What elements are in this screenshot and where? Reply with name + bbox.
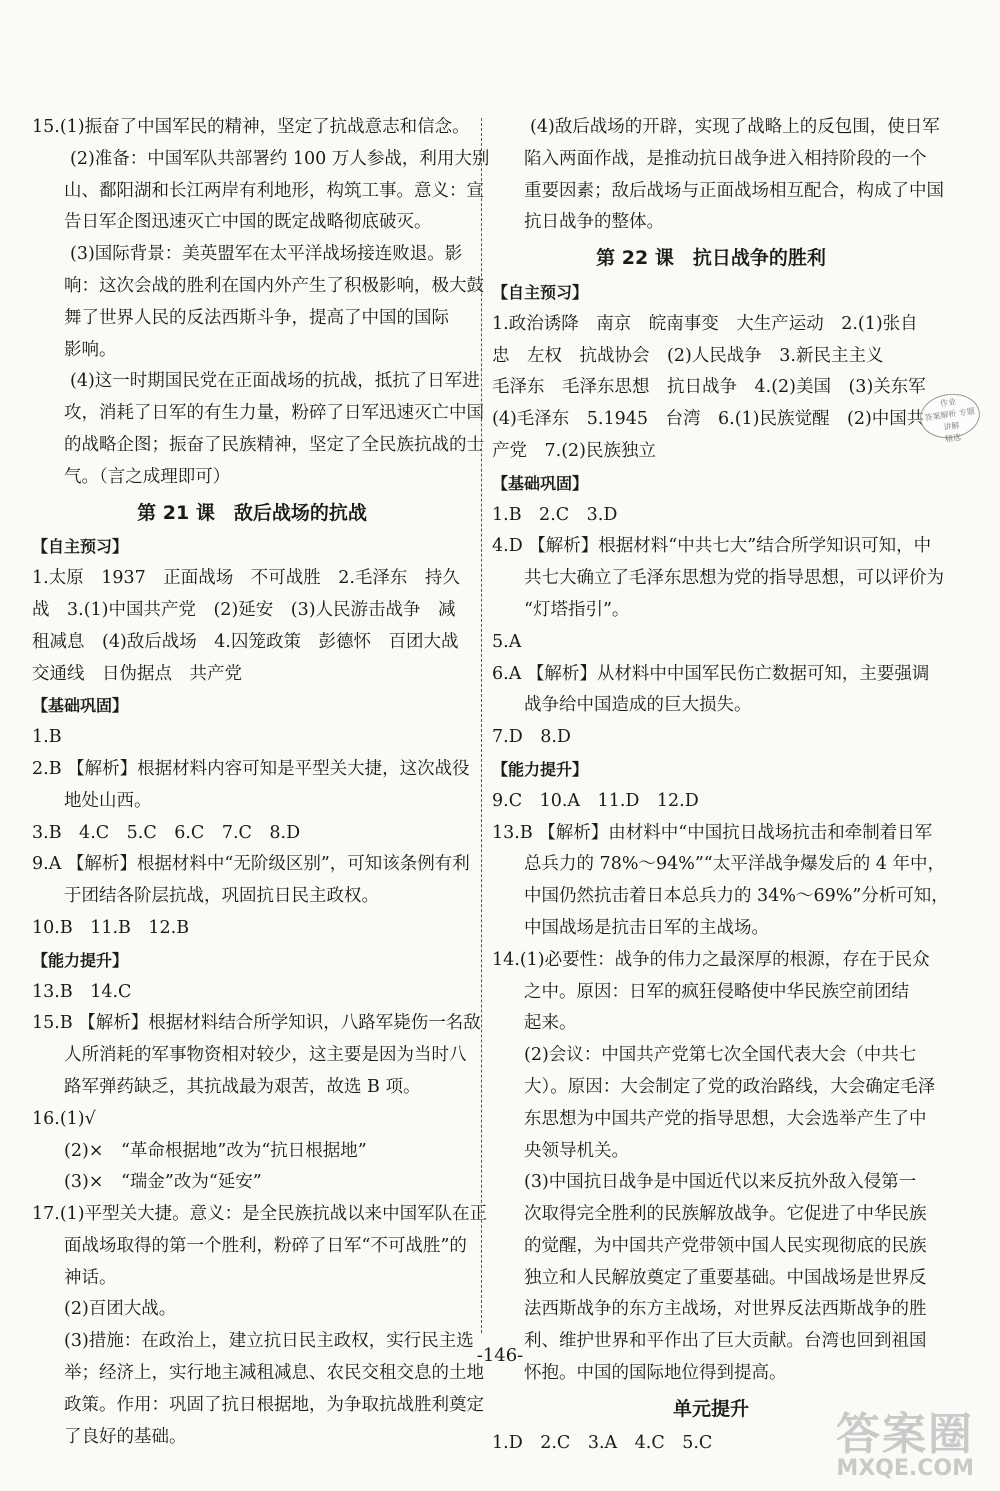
stamp-line-3: 精选 bbox=[944, 432, 962, 444]
answer-line: 1.D 2.C 3.A 4.C 5.C bbox=[492, 1432, 713, 1453]
answer-line: (4)敌后战场的开辟，实现了战略上的反包围，使日军 bbox=[530, 117, 940, 137]
left-column bbox=[32, 112, 490, 1453]
section-heading: 【自主预习】 bbox=[492, 282, 589, 302]
answer-line: 产党 7.(2)民族独立 bbox=[492, 440, 656, 461]
answer-line: 忠 左权 抗战协会 (2)人民战争 3.新民主主义 bbox=[492, 345, 884, 366]
answer-line: 法西斯战争的东方主战场，对世界反法西斯战争的胜 bbox=[524, 1299, 927, 1320]
answer-line: 起来。 bbox=[524, 1013, 577, 1034]
section-heading: 【基础巩固】 bbox=[492, 473, 589, 493]
answer-line: 交通线 日伪据点 共产党 bbox=[32, 663, 242, 684]
answer-line: 地处山西。 bbox=[64, 790, 152, 811]
answer-line: 陷入两面作战，是推动抗日战争进入相持阶段的一个 bbox=[524, 148, 927, 169]
answer-line: (2)× “革命根据地”改为“抗日根据地” bbox=[64, 1140, 367, 1161]
answer-line: 10.B 11.B 12.B bbox=[32, 917, 190, 938]
answer-line: 15.(1)振奋了中国军民的精神，坚定了抗战意志和信念。 bbox=[32, 117, 470, 137]
answer-line: (3)× “瑞金”改为“延安” bbox=[64, 1172, 262, 1193]
answer-line: 面战场取得的第一个胜利，粉碎了日军“不可战胜”的 bbox=[64, 1235, 467, 1256]
answer-line: 中国仍然抗击着日本总兵力的 34%～69%”分析可知， bbox=[524, 886, 949, 907]
answer-line: 2.B 【解析】根据材料内容可知是平型关大捷，这次战役 bbox=[32, 758, 470, 779]
answer-line: 1.政治诱降 南京 皖南事变 大生产运动 2.(1)张自 bbox=[492, 313, 918, 334]
section-heading: 【基础巩固】 bbox=[32, 696, 129, 716]
answer-line: 神话。 bbox=[64, 1267, 117, 1288]
answer-line: 路军弹药缺乏，其抗战最为艰苦，故选 B 项。 bbox=[64, 1076, 421, 1097]
answer-line: 人所消耗的军事物资相对较少，这主要是因为当时八 bbox=[64, 1045, 467, 1066]
answer-line: 9.C 10.A 11.D 12.D bbox=[492, 790, 699, 811]
answer-line: 次取得完全胜利的民族解放战争。它促进了中华民族 bbox=[524, 1204, 927, 1225]
answer-line: 舞了世界人民的反法西斯斗争，提高了中国的国际 bbox=[64, 307, 449, 328]
answer-line: 政策。作用：巩固了抗日根据地，为争取抗战胜利奠定 bbox=[64, 1394, 484, 1415]
answer-line: 于团结各阶层抗战，巩固抗日民主政权。 bbox=[64, 886, 379, 907]
answer-line: 共七大确立了毛泽东思想为党的指导思想，可以评价为 bbox=[524, 568, 944, 589]
answer-line: 3.B 4.C 5.C 6.C 7.C 8.D bbox=[32, 822, 301, 843]
answer-line: 气。（言之成理即可） bbox=[64, 466, 231, 487]
column-divider bbox=[481, 118, 482, 1333]
stamp-line-1: 作业 bbox=[939, 397, 957, 409]
answer-line: (3)措施：在政治上，建立抗日民主政权，实行民主选 bbox=[64, 1331, 474, 1352]
answer-line: 16.(1)√ bbox=[32, 1108, 96, 1129]
answer-line: 独立和人民解放奠定了重要基础。中国战场是世界反 bbox=[524, 1267, 927, 1288]
answer-line: 15.B 【解析】根据材料结合所学知识，八路军毙伤一名敌 bbox=[32, 1013, 481, 1034]
page-number: -146- bbox=[476, 1345, 524, 1366]
answer-line: 抗日战争的整体。 bbox=[524, 212, 664, 233]
answer-line: 重要因素；敌后战场与正面战场相互配合，构成了中国 bbox=[524, 180, 944, 201]
answer-line: 7.D 8.D bbox=[492, 727, 571, 748]
answer-line: (4)毛泽东 5.1945 台湾 6.(1)民族觉醒 (2)中国共 bbox=[492, 409, 925, 430]
lesson-title: 第 22 课 抗日战争的胜利 bbox=[596, 247, 826, 270]
section-heading: 【自主预习】 bbox=[32, 537, 129, 557]
answer-line: (4)这一时期国民党在正面战场的抗战，抵抗了日军进 bbox=[70, 371, 480, 392]
answer-line: (2)准备：中国军队共部署约 100 万人参战，利用大别 bbox=[70, 148, 490, 169]
answer-line: 17.(1)平型关大捷。意义：是全民族抗战以来中国军队在正 bbox=[32, 1204, 488, 1225]
answer-line: 租减息 (4)敌后战场 4.囚笼政策 彭德怀 百团大战 bbox=[32, 631, 459, 652]
answer-line: (3)中国抗日战争是中国近代以来反抗外敌入侵第一 bbox=[524, 1172, 917, 1193]
watermark-logo bbox=[724, 1398, 974, 1488]
answer-line: 13.B 【解析】由材料中“中国抗日战场抗击和牵制着日军 bbox=[492, 822, 933, 843]
answer-line: 6.A 【解析】从材料中中国军民伤亡数据可知，主要强调 bbox=[492, 663, 930, 684]
answer-line: 东思想为中国共产党的指导思想，大会选举产生了中 bbox=[524, 1108, 927, 1129]
answer-line: 1.B bbox=[32, 727, 62, 748]
answer-line: 之中。原因：日军的疯狂侵略使中华民族空前团结 bbox=[524, 981, 909, 1002]
answer-line: 央领导机关。 bbox=[524, 1140, 629, 1161]
answer-line: 响：这次会战的胜利在国内外产生了积极影响，极大鼓 bbox=[64, 275, 484, 296]
answer-line: 14.(1)必要性：战争的伟力之最深厚的根源，存在于民众 bbox=[492, 949, 930, 970]
answer-line: 5.A bbox=[492, 631, 522, 652]
section-heading: 【能力提升】 bbox=[32, 950, 129, 970]
answer-line: (2)百团大战。 bbox=[64, 1299, 177, 1320]
answer-line: 中国战场是抗击日军的主战场。 bbox=[524, 917, 769, 938]
answer-line: 的觉醒，为中国共产党带领中国人民实现彻底的民族 bbox=[524, 1235, 927, 1256]
answer-line: 战 3.(1)中国共产党 (2)延安 (3)人民游击战争 减 bbox=[32, 599, 456, 620]
answer-line: 山、鄱阳湖和长江两岸有利地形，构筑工事。意义：宣 bbox=[64, 180, 484, 201]
answer-line: (3)国际背景：美英盟军在太平洋战场接连败退。影 bbox=[70, 244, 463, 265]
answer-line: 1.B 2.C 3.D bbox=[492, 504, 618, 525]
answer-line: 利、维护世界和平作出了巨大贡献。台湾也回到祖国 bbox=[524, 1331, 927, 1352]
answer-line: 影响。 bbox=[64, 339, 117, 360]
lesson-title: 第 21 课 敌后战场的抗战 bbox=[137, 501, 367, 524]
answer-line: 13.B 14.C bbox=[32, 981, 132, 1002]
answer-line: 大）。原因：大会制定了党的政治路线，大会确定毛泽 bbox=[524, 1076, 936, 1097]
answer-line: 举；经济上，实行地主减租减息、农民交租交息的土地 bbox=[64, 1363, 484, 1384]
answer-line: 毛泽东 毛泽东思想 抗日战争 4.(2)美国 (3)关东军 bbox=[492, 377, 926, 398]
answer-line: 告日军企图迅速灭亡中国的既定战略彻底破灭。 bbox=[64, 212, 432, 233]
stamp-line-2: 答案解析 专题讲解 bbox=[924, 406, 976, 432]
answer-line: 总兵力的 78%～94%”“太平洋战争爆发后的 4 年中， bbox=[524, 854, 946, 875]
lesson-title: 单元提升 bbox=[672, 1397, 749, 1420]
answer-line: 战争给中国造成的巨大损失。 bbox=[524, 695, 752, 716]
answer-line: 的战略企图；振奋了民族精神，坚定了全民族抗战的士 bbox=[64, 434, 484, 455]
answer-line: “灯塔指引”。 bbox=[524, 599, 630, 620]
watermark-top: 答案圈 bbox=[836, 1409, 974, 1460]
answer-line: 4.D 【解析】根据材料“中共七大”结合所学知识可知，中 bbox=[492, 536, 932, 557]
section-heading: 【能力提升】 bbox=[492, 759, 589, 779]
answer-line: 了良好的基础。 bbox=[64, 1426, 187, 1447]
answer-line: 9.A 【解析】根据材料中“无阶级区别”，可知该条例有利 bbox=[32, 854, 470, 875]
answer-line: (2)会议：中国共产党第七次全国代表大会（中共七 bbox=[524, 1045, 917, 1066]
answer-line: 1.太原 1937 正面战场 不可战胜 2.毛泽东 持久 bbox=[32, 568, 460, 589]
watermark-bottom: MXQE.COM bbox=[836, 1456, 974, 1481]
answer-line: 攻，消耗了日军的有生力量，粉碎了日军迅速灭亡中国 bbox=[64, 403, 484, 424]
answer-line: 怀抱。中国的国际地位得到提高。 bbox=[524, 1363, 787, 1384]
